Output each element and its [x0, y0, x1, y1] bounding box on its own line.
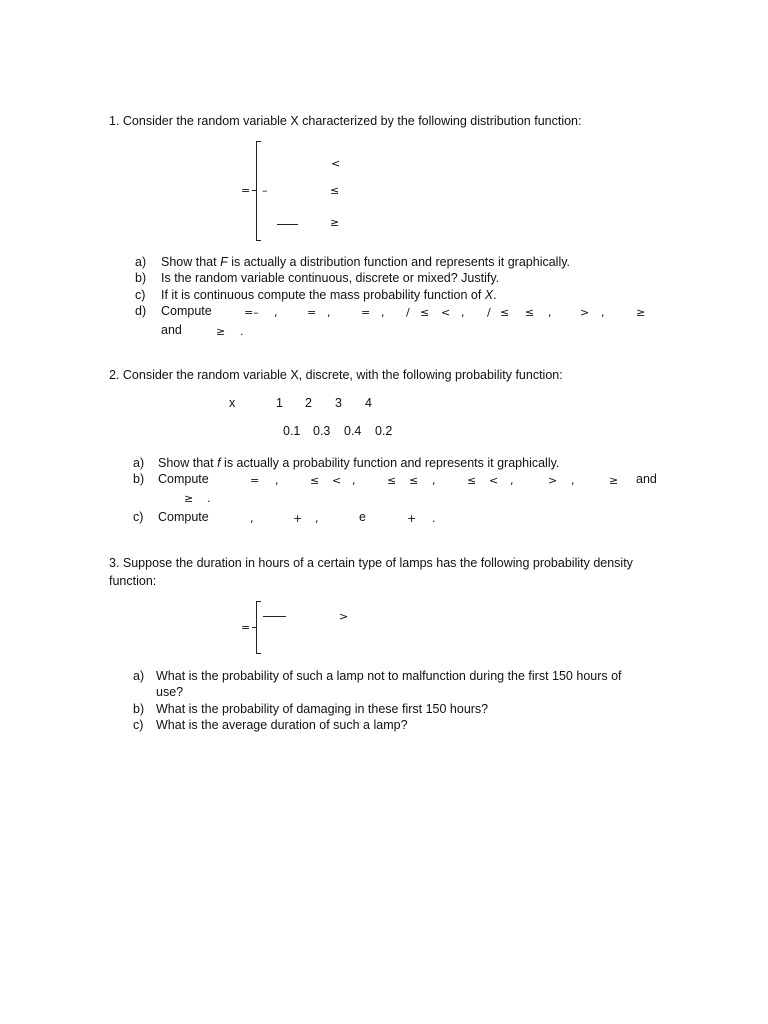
item-label: a) — [133, 669, 145, 683]
item-text: Show that F is actually a distribution function and represents it graphically. — [161, 255, 571, 269]
table-cell: 3 — [335, 396, 342, 410]
and-text: and — [161, 323, 182, 337]
math-symbol: . — [432, 512, 436, 525]
item-text-continued: use? — [156, 685, 184, 699]
item-text: What is the average duration of such a lamp? — [156, 718, 408, 732]
math-symbol: ≤ — [467, 474, 477, 487]
math-symbol: =– — [244, 306, 259, 319]
brace-bottom-tick — [256, 240, 261, 241]
item-text: What is the probability of such a lamp not to malfunction during the first 150 hours of — [156, 669, 622, 683]
brace-top-tick — [256, 141, 261, 142]
math-symbol: , — [571, 474, 575, 487]
fraction-bar — [263, 616, 286, 617]
math-symbol: e — [359, 510, 366, 524]
math-symbol: ≥ — [184, 492, 194, 505]
left-brace — [256, 141, 257, 241]
math-symbol: ≤ — [420, 306, 430, 319]
math-symbol: , — [250, 512, 254, 525]
table-cell: 0.4 — [344, 424, 362, 438]
item-text: Show that f is actually a probability function and represents it graphically. — [158, 456, 560, 470]
item-label: a) — [133, 456, 145, 470]
math-symbol: / — [406, 306, 410, 319]
less-than-sign: < — [331, 157, 341, 170]
question-1-title: 1. Consider the random variable X characterized by the following distribution function: — [109, 114, 582, 128]
math-symbol: = — [361, 306, 371, 319]
math-symbol: ≤ — [500, 306, 510, 319]
equals-sign: = — [241, 621, 251, 634]
math-symbol: ≥ — [609, 474, 619, 487]
math-symbol: , — [327, 306, 331, 319]
math-symbol: . — [240, 325, 244, 338]
question-3-title-line1: 3. Suppose the duration in hours of a certain type of lamps has the following probability density — [109, 556, 633, 570]
math-symbol: . — [207, 492, 211, 505]
math-symbol: < — [441, 306, 451, 319]
math-symbol: , — [381, 306, 385, 319]
less-equal-sign: ≤ — [330, 184, 340, 197]
math-symbol: , — [601, 306, 605, 319]
math-symbol: , — [510, 474, 514, 487]
item-label: c) — [133, 510, 144, 524]
math-symbol: < — [332, 474, 342, 487]
math-symbol: ≥ — [636, 306, 646, 319]
table-cell: 4 — [365, 396, 372, 410]
minus-sign: – — [262, 184, 268, 197]
brace-mid-tick — [252, 190, 257, 191]
question-3-title-line2: function: — [109, 574, 157, 588]
brace-top-tick — [256, 601, 261, 602]
math-symbol: = — [307, 306, 317, 319]
item-text: If it is continuous compute the mass probability function of X. — [161, 288, 497, 302]
math-symbol: , — [432, 474, 436, 487]
math-symbol: , — [461, 306, 465, 319]
item-text: Is the random variable continuous, discrete or mixed? Justify. — [161, 271, 500, 285]
table-cell: 1 — [276, 396, 283, 410]
math-symbol: ≤ — [409, 474, 419, 487]
item-text: Compute — [158, 472, 209, 486]
item-label: c) — [135, 288, 146, 302]
greater-than-sign: > — [339, 610, 349, 623]
math-symbol: + — [293, 512, 303, 525]
item-text: What is the probability of damaging in these first 150 hours? — [156, 702, 489, 716]
math-symbol: = — [250, 474, 260, 487]
table-cell: 0.2 — [375, 424, 393, 438]
item-label: d) — [135, 304, 147, 318]
item-label: b) — [133, 702, 145, 716]
math-symbol: , — [274, 306, 278, 319]
equals-sign: = — [241, 184, 251, 197]
table-cell: 0.1 — [283, 424, 301, 438]
math-symbol: ≤ — [525, 306, 535, 319]
greater-equal-sign: ≥ — [330, 216, 340, 229]
math-symbol: ≤ — [387, 474, 397, 487]
item-text: Compute — [161, 304, 212, 318]
item-label: b) — [135, 271, 147, 285]
math-symbol: ≥ — [216, 325, 226, 338]
item-label: b) — [133, 472, 145, 486]
math-symbol: , — [275, 474, 279, 487]
math-symbol: + — [407, 512, 417, 525]
math-symbol: ≤ — [310, 474, 320, 487]
and-text: and — [636, 472, 657, 486]
table-header-x: x — [229, 396, 236, 410]
item-label: c) — [133, 718, 144, 732]
table-cell: 0.3 — [313, 424, 331, 438]
math-symbol: < — [489, 474, 499, 487]
math-symbol: > — [548, 474, 558, 487]
table-cell: 2 — [305, 396, 312, 410]
brace-mid-tick — [252, 627, 257, 628]
math-symbol: / — [487, 306, 491, 319]
math-symbol: , — [548, 306, 552, 319]
math-symbol: > — [580, 306, 590, 319]
question-2-title: 2. Consider the random variable X, discrete, with the following probability function: — [109, 368, 563, 382]
fraction-bar — [277, 224, 298, 225]
item-label: a) — [135, 255, 147, 269]
brace-bottom-tick — [256, 653, 261, 654]
item-text: Compute — [158, 510, 209, 524]
math-symbol: , — [352, 474, 356, 487]
math-symbol: , — [315, 512, 319, 525]
